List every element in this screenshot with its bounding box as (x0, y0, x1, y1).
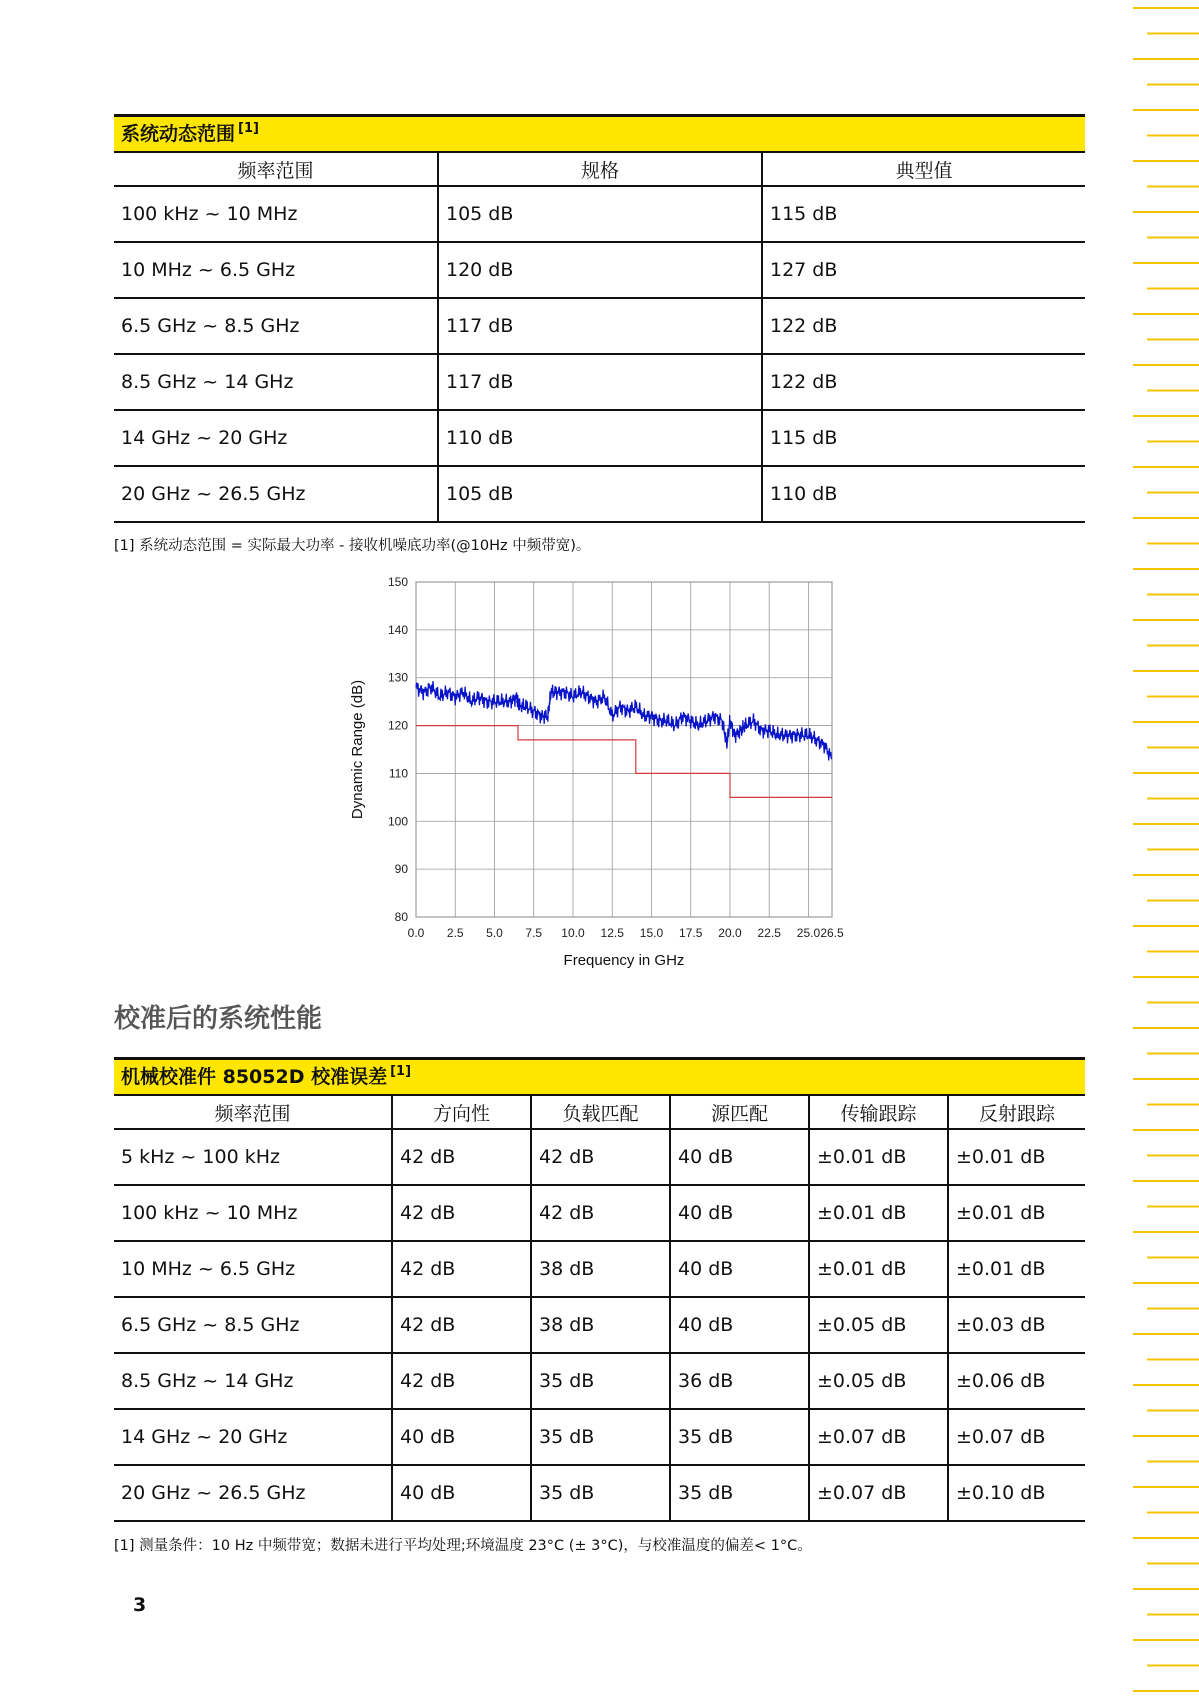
x-tick-label: 12.5 (600, 926, 624, 940)
x-tick-label: 17.5 (679, 926, 703, 940)
table-row (114, 466, 1085, 522)
table-cell: 40 dB (670, 1185, 809, 1241)
table-row (114, 1409, 1085, 1465)
x-tick-label: 7.5 (525, 926, 543, 940)
column-header: 规格 (438, 152, 762, 186)
table-cell: ±0.01 dB (809, 1241, 948, 1297)
table-title (114, 114, 1085, 151)
y-tick-label: 90 (394, 862, 408, 877)
table-cell: 40 dB (670, 1129, 809, 1185)
table-cell: 120 dB (438, 242, 762, 298)
column-header: 频率范围 (114, 152, 438, 186)
x-tick-label: 20.0 (718, 926, 742, 940)
table-row (114, 1297, 1085, 1353)
table-cell: 36 dB (670, 1353, 809, 1409)
column-header: 典型值 (762, 152, 1085, 186)
x-tick-label: 10.0 (561, 926, 585, 940)
table-cell: ±0.10 dB (948, 1465, 1085, 1521)
dynamic-range-table (114, 114, 1085, 523)
x-tick-label: 5.0 (486, 926, 503, 940)
table-cell: ±0.01 dB (948, 1129, 1085, 1185)
table2-footnote: [1] 测量条件：10 Hz 中频带宽；数据未进行平均处理;环境温度 23°C (± 3°C)，与校准温度的偏差< 1°C。 (114, 1538, 812, 1554)
calibration-error-table (114, 1057, 1085, 1522)
table-cell: 42 dB (392, 1353, 531, 1409)
table-cell: ±0.06 dB (948, 1353, 1085, 1409)
table-cell: 35 dB (531, 1353, 670, 1409)
column-header: 传输跟踪 (809, 1095, 948, 1129)
table-cell: 40 dB (392, 1409, 531, 1465)
table-row (114, 1353, 1085, 1409)
table-row (114, 1185, 1085, 1241)
dynamic-range-chart (340, 568, 860, 978)
table-cell: 20 GHz ~ 26.5 GHz (114, 466, 438, 522)
section-title: 校准后的系统性能 (114, 1004, 323, 1034)
table-row (114, 186, 1085, 242)
decorative-stripes (1119, 0, 1199, 1696)
table-cell: 8.5 GHz ~ 14 GHz (114, 1353, 392, 1409)
column-header: 反射跟踪 (948, 1095, 1085, 1129)
table-cell: 122 dB (762, 298, 1085, 354)
table-cell: 20 GHz ~ 26.5 GHz (114, 1465, 392, 1521)
table-cell: 42 dB (392, 1185, 531, 1241)
table-title-text: 系统动态范围 (121, 123, 236, 145)
y-tick-label: 80 (394, 910, 408, 924)
table-cell: 38 dB (531, 1297, 670, 1353)
table-title-note: [1] (390, 1064, 412, 1079)
table-cell: 117 dB (438, 298, 762, 354)
table-cell: 14 GHz ~ 20 GHz (114, 410, 438, 466)
y-tick-label: 130 (387, 670, 408, 685)
x-tick-label: 2.5 (446, 926, 464, 940)
table-title (114, 1057, 1085, 1094)
x-tick-label: 22.5 (757, 926, 781, 940)
x-axis-label: Frequency in GHz (563, 952, 685, 969)
table-cell: ±0.01 dB (809, 1129, 948, 1185)
table-cell: 40 dB (670, 1297, 809, 1353)
x-tick-label: 15.0 (639, 926, 664, 940)
table-cell: 38 dB (531, 1241, 670, 1297)
table-row (114, 1241, 1085, 1297)
table-cell: ±0.05 dB (809, 1297, 948, 1353)
y-tick-label: 110 (388, 766, 408, 781)
y-tick-label: 140 (387, 622, 408, 637)
table-cell: 40 dB (392, 1465, 531, 1521)
table-cell: 42 dB (392, 1241, 531, 1297)
page-number: 3 (133, 1594, 147, 1616)
table-cell: 105 dB (438, 186, 762, 242)
table-row (114, 1465, 1085, 1521)
table-cell: 5 kHz ~ 100 kHz (114, 1129, 392, 1185)
table-cell: 42 dB (392, 1297, 531, 1353)
table-cell: 8.5 GHz ~ 14 GHz (114, 354, 438, 410)
y-axis-label: Dynamic Range (dB) (349, 679, 366, 820)
table-cell: 6.5 GHz ~ 8.5 GHz (114, 1297, 392, 1353)
table-cell: 110 dB (762, 466, 1085, 522)
table-cell: 115 dB (762, 410, 1085, 466)
table-row (114, 242, 1085, 298)
table-cell: ±0.01 dB (809, 1185, 948, 1241)
table-cell: 42 dB (531, 1129, 670, 1185)
column-header: 负载匹配 (531, 1095, 670, 1129)
x-tick-label: 25.0 (796, 926, 821, 940)
x-tick-label: 26.5 (820, 926, 844, 940)
table-cell: 14 GHz ~ 20 GHz (114, 1409, 392, 1465)
y-tick-label: 150 (387, 575, 408, 589)
table-cell: 115 dB (762, 186, 1085, 242)
table-cell: 10 MHz ~ 6.5 GHz (114, 1241, 392, 1297)
table-cell: 35 dB (531, 1465, 670, 1521)
table-cell: 40 dB (670, 1241, 809, 1297)
table-cell: 10 MHz ~ 6.5 GHz (114, 242, 438, 298)
table-cell: ±0.01 dB (948, 1185, 1085, 1241)
y-tick-label: 120 (387, 718, 408, 733)
table-title-text: 机械校准件 85052D 校准误差 (121, 1066, 388, 1088)
table-title-note: [1] (238, 121, 259, 136)
table-cell: ±0.07 dB (809, 1465, 948, 1521)
table-cell: 100 kHz ~ 10 MHz (114, 186, 438, 242)
table1-footnote: [1] 系统动态范围 = 实际最大功率 - 接收机噪底功率(@10Hz 中频带宽)。 (114, 538, 591, 554)
table-cell: ±0.03 dB (948, 1297, 1085, 1353)
table-cell: ±0.05 dB (809, 1353, 948, 1409)
column-header: 方向性 (392, 1095, 531, 1129)
table-row (114, 410, 1085, 466)
table-cell: 35 dB (531, 1409, 670, 1465)
table-cell: 117 dB (438, 354, 762, 410)
table-cell: 110 dB (438, 410, 762, 466)
table-cell: 35 dB (670, 1409, 809, 1465)
table-row (114, 354, 1085, 410)
table-cell: ±0.07 dB (809, 1409, 948, 1465)
table-cell: 35 dB (670, 1465, 809, 1521)
table-row (114, 298, 1085, 354)
table-cell: 100 kHz ~ 10 MHz (114, 1185, 392, 1241)
table-cell: 42 dB (392, 1129, 531, 1185)
table-cell: 6.5 GHz ~ 8.5 GHz (114, 298, 438, 354)
y-tick-label: 100 (387, 814, 408, 829)
table-cell: 122 dB (762, 354, 1085, 410)
table-cell: 105 dB (438, 466, 762, 522)
column-header: 源匹配 (670, 1095, 809, 1129)
table-cell: 42 dB (531, 1185, 670, 1241)
x-tick-label: 0.0 (407, 926, 425, 940)
table-cell: ±0.07 dB (948, 1409, 1085, 1465)
table-row (114, 1129, 1085, 1185)
table-cell: ±0.01 dB (948, 1241, 1085, 1297)
column-header: 频率范围 (114, 1095, 392, 1129)
table-cell: 127 dB (762, 242, 1085, 298)
